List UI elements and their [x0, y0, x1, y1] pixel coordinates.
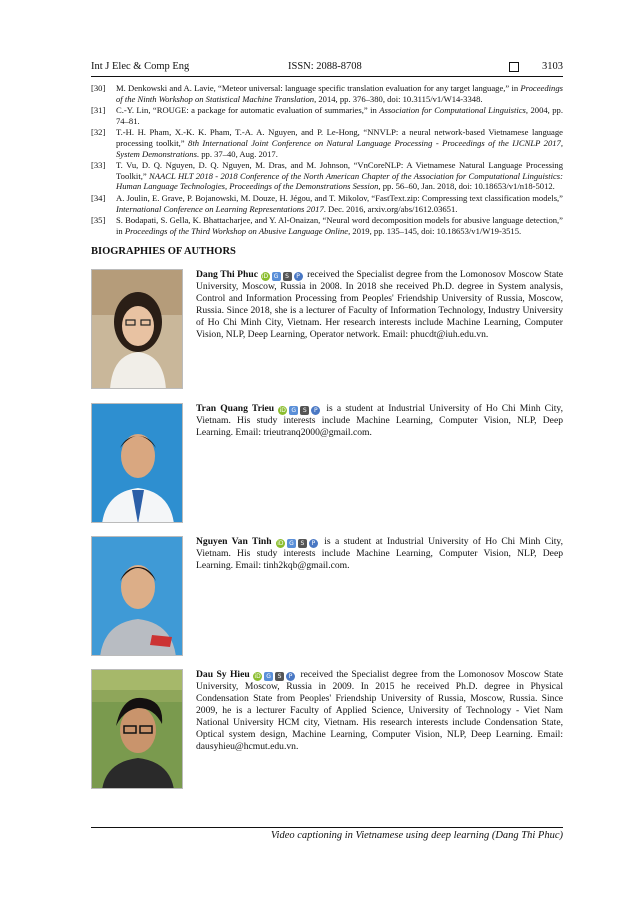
google-scholar-icon[interactable]: G: [264, 672, 273, 681]
google-scholar-icon[interactable]: G: [287, 539, 296, 548]
square-icon: [509, 62, 519, 72]
reference-item: [35] S. Bodapati, S. Gella, K. Bhattacharjee, and Y. Al-Onaizan, “Neural word decomposition models for abusive language detection,” in Proceedings of the Third Workshop on Abusive Language Online, 2019, pp. 135–145, doi: 10.18653/v1/W19-3515.: [91, 215, 563, 236]
running-header: [91, 61, 563, 75]
author-bio-text: Dang Thi Phuc iD G S P received the Specialist degree from the Lomonosov Moscow State University, Moscow, Russia in 2008. In 2018 she received Ph.D. degree in System analysis, Control and Information Processing from Peoples' Friendship University of Russia, Moscow, Russia. Since 2018, she is a lecturer of Faculty of Information Technology, Industry University of Ho Chi Minh City, Vietnam. Her research interests include Machine Learning, Computer Vision, NLP, Deep Learning, Operator network. Email: phucdt@iuh.edu.vn.: [196, 269, 564, 340]
publons-icon[interactable]: P: [286, 672, 295, 681]
journal-name: Int J Elec & Comp Eng: [91, 61, 190, 72]
scopus-icon[interactable]: S: [275, 672, 284, 681]
author-bio-text: Nguyen Van Tinh iD G S P is a student at Industrial University of Ho Chi Minh City, Vietnam. His study interests include Machine Learning, Computer Vision, NLP, Deep Learning. Email: tinh2kqb@gmail.com.: [196, 536, 563, 571]
issn: ISSN: 2088-8708: [288, 61, 362, 72]
reference-list: [91, 83, 563, 237]
google-scholar-icon[interactable]: G: [289, 406, 298, 415]
reference-item: [32] T.-H. H. Pham, X.-K. K. Pham, T.-A. A. Nguyen, and P. Le-Hong, “NNVLP: a neural network-based Vietnamese language processing toolkit,” 8th International Joint Conference on Natural Language Processing - Proceedings of the IJCNLP 2017, System Demonstrations. pp. 37–40, Aug. 2017.: [91, 127, 563, 159]
scopus-icon[interactable]: S: [300, 406, 309, 415]
author-photo: [91, 403, 183, 523]
scopus-icon[interactable]: S: [298, 539, 307, 548]
footer-rule: [91, 827, 563, 828]
author-name: Dau Sy Hieu: [196, 669, 250, 680]
author-bio-text: Tran Quang Trieu iD G S P is a student at Industrial University of Ho Chi Minh City, Vietnam. His study interests include Machine Learning, Computer Vision, NLP, Deep Learning. Email: trieutranq2000@gmail.com.: [196, 403, 563, 438]
publons-icon[interactable]: P: [294, 272, 303, 281]
orcid-icon[interactable]: iD: [279, 407, 286, 414]
author-photo: [91, 269, 183, 389]
orcid-icon[interactable]: iD: [261, 273, 269, 280]
author-bio-text: Dau Sy Hieu iD G S P received the Specialist degree from the Lomonosov Moscow State University, Moscow, Russia in 2009. In 2015 he received Ph.D. degree in Physical Condensation State from Peoples' Friendship University of Russia, Moscow, Russia. Since 2009, he is a lecturer Faculty of Applied Science, University of Technology - Viet Nam National University HCM city, Vietnam. His research interests include Condensation State, Optical system design, Machine Learning, Computer Vision, NLP, Deep Learning. Email: dausyhieu@hcmut.edu.vn.: [196, 669, 564, 752]
author-name: Dang Thi Phuc: [196, 269, 258, 280]
running-footer: Video captioning in Vietnamese using deep learning (Dang Thi Phuc): [270, 830, 563, 841]
publons-icon[interactable]: P: [311, 406, 320, 415]
publons-icon[interactable]: P: [309, 539, 318, 548]
orcid-icon[interactable]: iD: [277, 540, 284, 547]
section-heading: BIOGRAPHIES OF AUTHORS: [91, 246, 236, 257]
google-scholar-icon[interactable]: G: [272, 272, 281, 281]
reference-item: [34] A. Joulin, E. Grave, P. Bojanowski, M. Douze, H. Jégou, and T. Mikolov, “FastText.zip: Compressing text classification models,” International Conference on Learning Representations 2017. Dec. 2016, arxiv.org/abs/1612.03651.: [91, 192, 563, 214]
header-rule: [91, 76, 563, 77]
reference-item: [31] C.-Y. Lin, “ROUGE: a package for automatic evaluation of summaries,” in Association for Computational Linguistics, 2004, pp. 74–81.: [91, 105, 563, 126]
orcid-icon[interactable]: iD: [254, 673, 261, 680]
author-photo: [91, 536, 183, 656]
reference-item: [30] M. Denkowski and A. Lavie, “Meteor universal: language specific translation evaluation for any target language,” in Proceedings of the Ninth Workshop on Statistical Machine Translation, 2014, pp. 376–380, doi: 10.3115/v1/W14-3348.: [91, 83, 563, 104]
reference-item: [33] T. Vu, D. Q. Nguyen, D. Q. Nguyen, M. Dras, and M. Johnson, “VnCoreNLP: A Vietnamese Natural Language Processing Toolkit,” NAACL HLT 2018 - 2018 Conference of the North American Chapter of the Association for Computational Linguistics: Human Language Technologies, Proceedings of the Demonstrations Session, pp. 56–60, Jan. 2018, doi: 10.18653/v1/n18-5012.: [91, 160, 563, 192]
author-name: Nguyen Van Tinh: [196, 536, 272, 547]
page-number: 3103: [542, 61, 563, 72]
scopus-icon[interactable]: S: [283, 272, 292, 281]
author-name: Tran Quang Trieu: [196, 403, 275, 414]
author-photo: [91, 669, 183, 789]
